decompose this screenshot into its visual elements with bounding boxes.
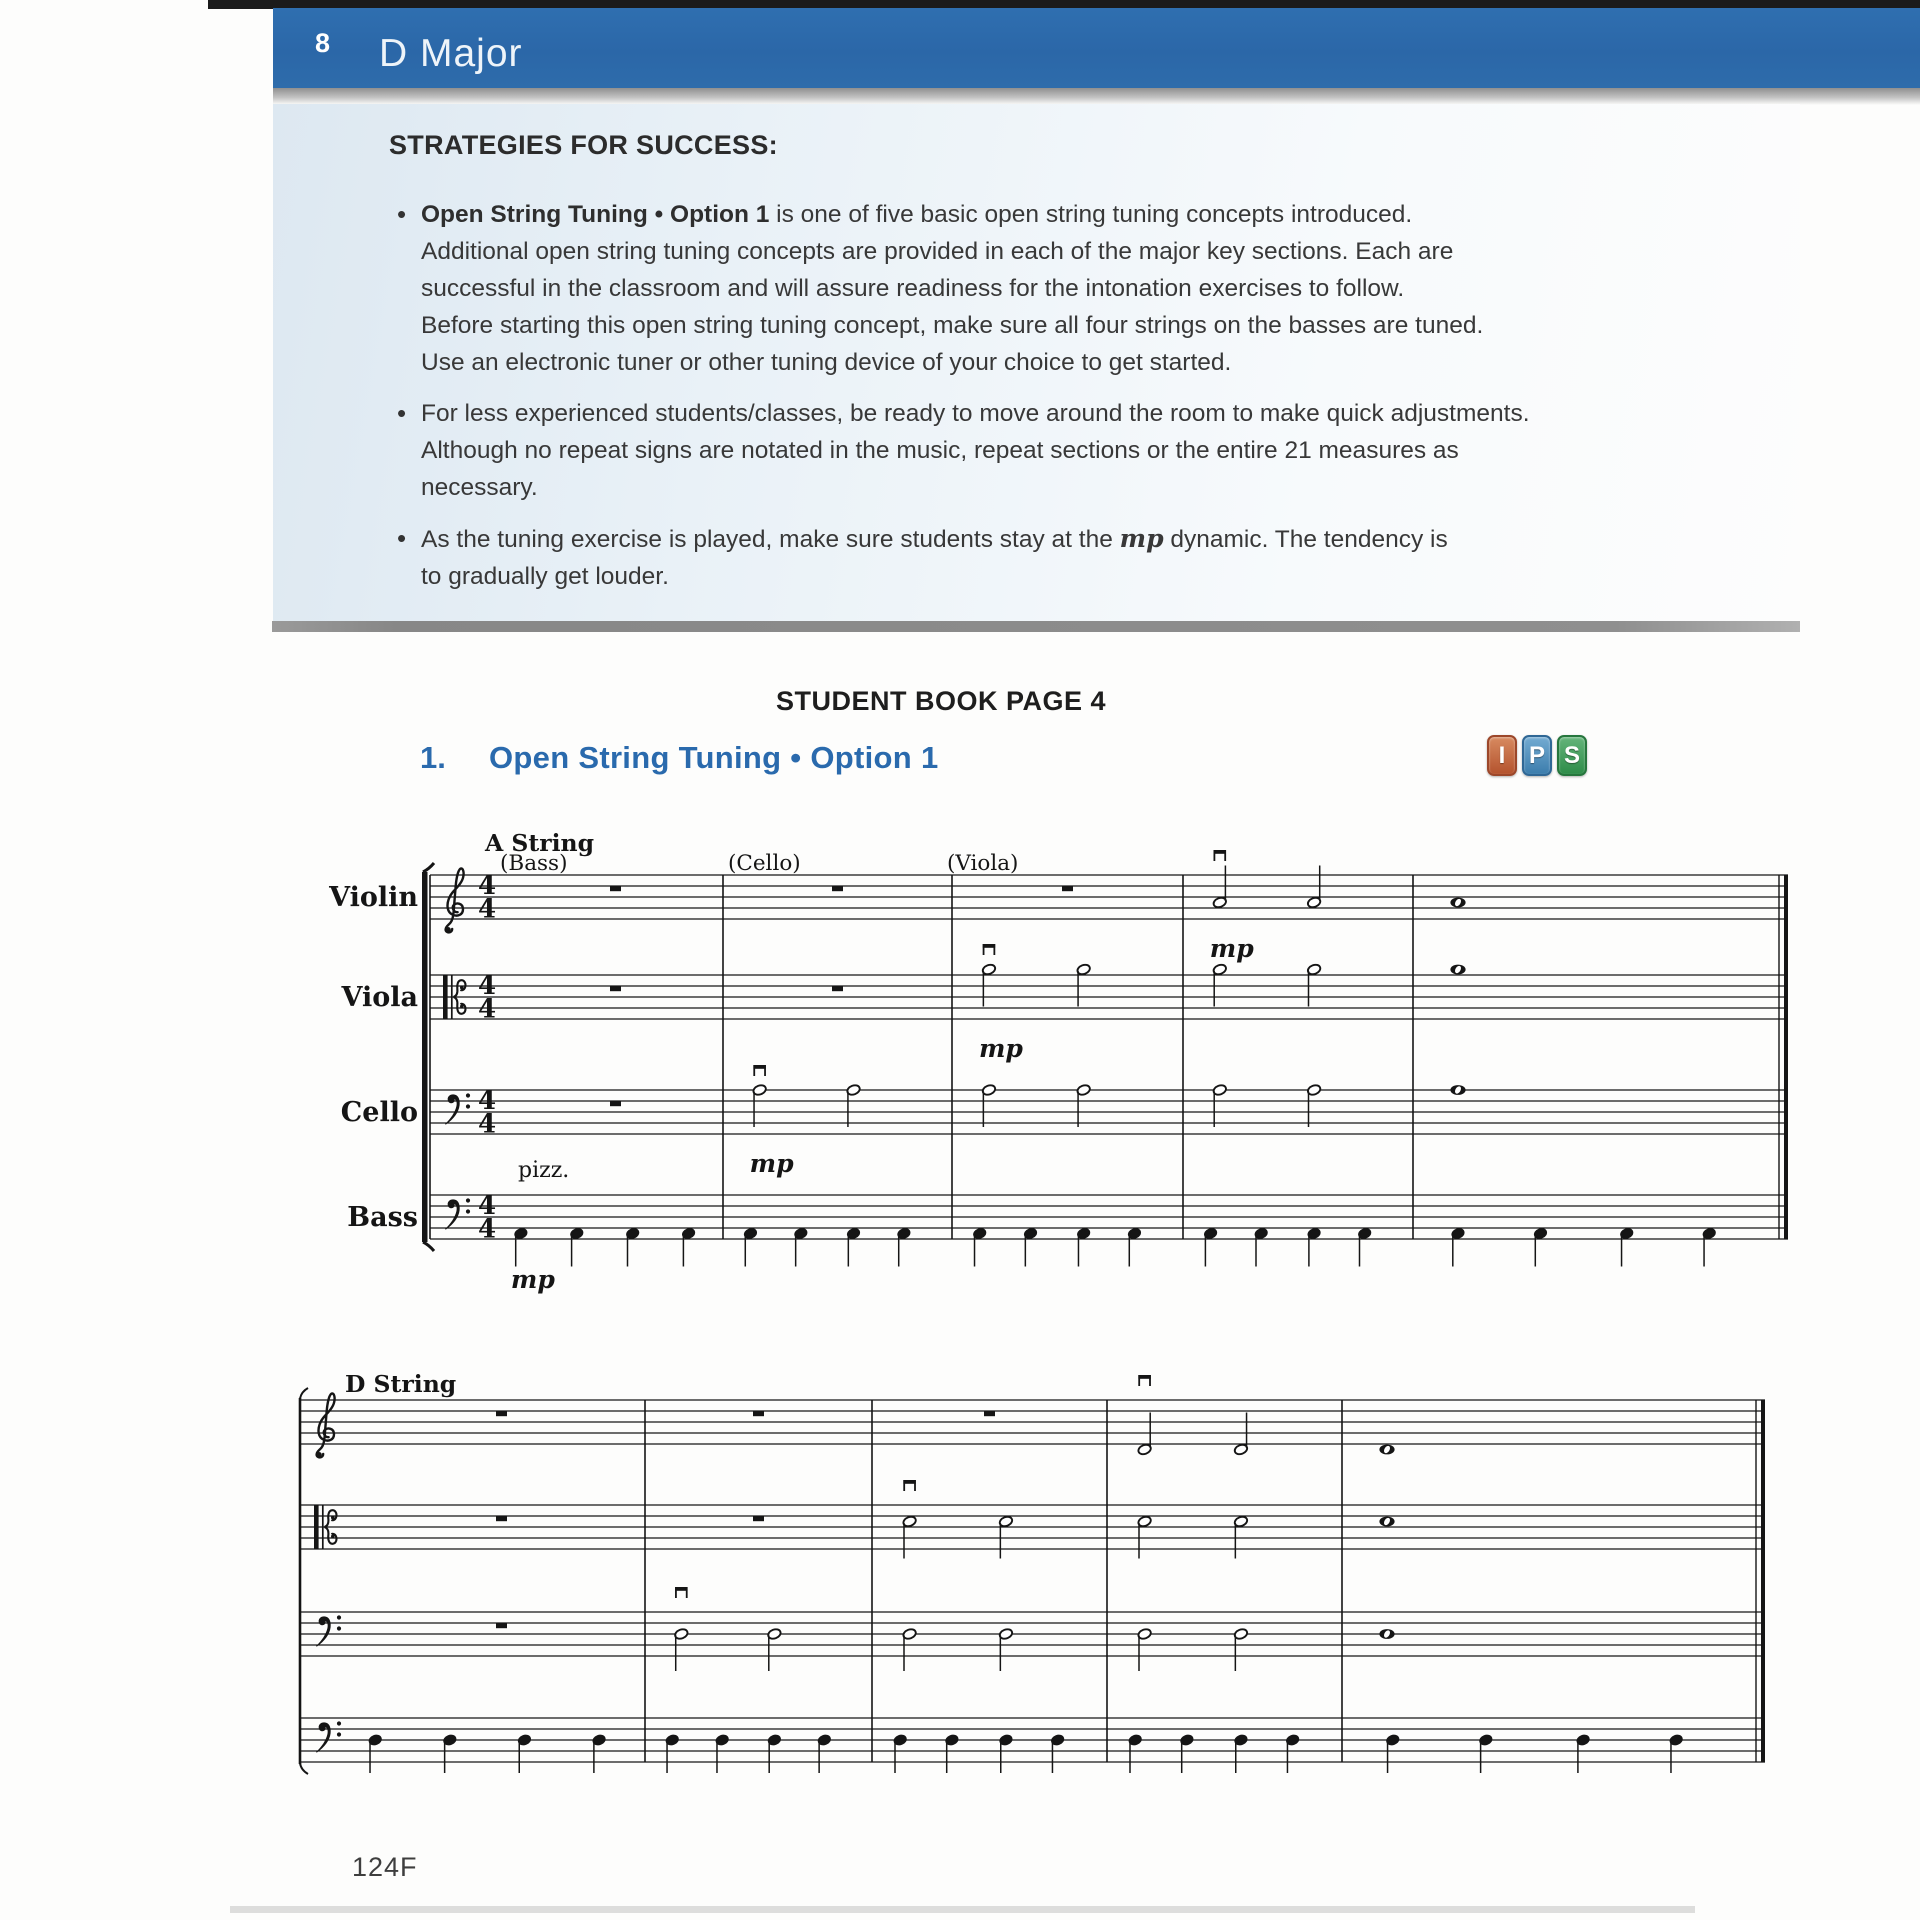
svg-text:Violin: Violin — [329, 882, 418, 913]
svg-text:4: 4 — [477, 1191, 497, 1221]
svg-text:mp: mp — [1209, 934, 1254, 963]
svg-text:D String: D String — [345, 1370, 457, 1398]
strategies-panel — [273, 104, 1800, 622]
svg-text:Viola: Viola — [341, 982, 418, 1013]
exercise-title: Open String Tuning • Option 1 — [489, 740, 939, 775]
strategies-heading: STRATEGIES FOR SUCCESS: — [389, 130, 778, 160]
exercise-number: 1. — [420, 740, 446, 775]
svg-text:4: 4 — [477, 971, 497, 1001]
page-header — [273, 8, 1920, 88]
footer-page-label: 124F — [352, 1852, 418, 1882]
page-title: D Major — [379, 32, 523, 75]
strategies-bullet-list — [421, 196, 1530, 609]
svg-text:4: 4 — [477, 871, 497, 901]
header-shadow — [273, 88, 1920, 105]
ips-badge-i: I — [1487, 735, 1517, 776]
svg-text:(Bass): (Bass) — [500, 851, 568, 876]
svg-text:4: 4 — [477, 894, 497, 925]
svg-text:mp: mp — [510, 1265, 555, 1294]
svg-text:4: 4 — [477, 1086, 497, 1116]
student-book-heading: STUDENT BOOK PAGE 4 — [775, 686, 1107, 716]
svg-text:Cello: Cello — [340, 1097, 418, 1128]
svg-text:pizz.: pizz. — [518, 1158, 570, 1183]
dynamic-mp-text: mp — [1119, 524, 1164, 553]
svg-text:A String: A String — [485, 829, 595, 857]
svg-text:4: 4 — [477, 1109, 497, 1140]
scan-edge-bottom — [230, 1906, 1695, 1913]
section-divider — [272, 621, 1800, 632]
svg-text:Bass: Bass — [347, 1202, 418, 1233]
strategy-bullet: • As the tuning exercise is played, make sure students stay at the mp dynamic. The tendency is to gradually get louder. — [421, 520, 1530, 595]
music-system-a-string — [280, 815, 1810, 1315]
strategy-bullet: • Open String Tuning • Option 1 is one of five basic open string tuning concepts introduced. Additional open string tuning concepts are provided in each of the major key sections. Each are successful in the classroom and will assure readiness for the intonation exercises to follow. Before starting this open string tuning concept, make sure all four strings on the basses are tuned. Use an electronic tuner or other tuning device of your choice to get started. — [421, 196, 1530, 381]
music-system-d-string — [280, 1350, 1805, 1820]
svg-text:(Viola): (Viola) — [947, 851, 1019, 876]
svg-text:mp: mp — [978, 1034, 1023, 1063]
strategy-bullet: • For less experienced students/classes, be ready to move around the room to make quick adjustments. Although no repeat signs are notated in the music, repeat sections or the entire 21 measures as necessary. — [421, 395, 1530, 506]
ips-logo — [1487, 735, 1587, 776]
ips-badge-p: P — [1522, 735, 1552, 776]
svg-text:4: 4 — [477, 994, 497, 1025]
svg-text:mp: mp — [749, 1149, 794, 1178]
page-number: 8 — [315, 28, 331, 58]
svg-text:(Cello): (Cello) — [728, 851, 801, 876]
ips-badge-s: S — [1557, 735, 1587, 776]
svg-text:4: 4 — [477, 1214, 497, 1245]
